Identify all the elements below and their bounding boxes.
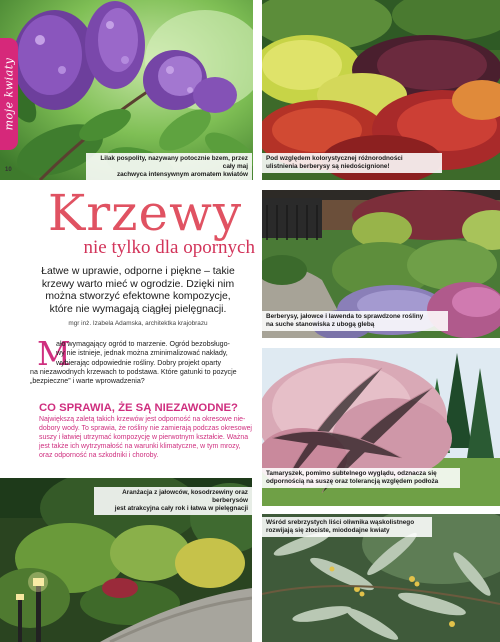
tamarisk-caption-line: Tamaryszek, pomimo subtelnego wyglądu, odznacza się <box>266 470 437 477</box>
oleaster-caption-line: Wśród srebrzystych liści oliwnika wąskolistnego <box>266 519 415 526</box>
lilac-caption <box>86 153 252 181</box>
lavender-caption-line: Berberysy, jałowce i lawenda to sprawdzone rośliny <box>266 313 424 320</box>
article-lead <box>16 266 260 316</box>
lavender-caption <box>262 311 448 331</box>
intro-line: „bezpieczne” i warte wprowadzenia? <box>30 377 145 386</box>
article-subtitle: nie tylko dla opornych <box>83 237 255 258</box>
intro-line: wybierając odpowiednie rośliny. Dobry projekt oparty <box>56 358 222 367</box>
drop-cap: M <box>37 334 71 373</box>
tamarisk-caption-line: odpornością na suszę oraz tolerancją względem podłoża <box>266 478 439 485</box>
lilac-caption-line: Lilak pospolity, nazywany potocznie bzem, przez cały maj <box>100 155 248 170</box>
lavender-caption-line: na suche stanowiska z ubogą glebą <box>266 321 375 328</box>
section-tab <box>0 38 18 150</box>
tamarisk-caption <box>262 468 460 488</box>
berberis-caption-line: ulistnienia berberysy są niedoścignione! <box>266 163 390 170</box>
body-line: jest także ich wytrzymałość na warunki klimatyczne, w tym mrozy, <box>39 442 241 450</box>
berberis-caption <box>262 153 442 173</box>
page-number: 10 <box>5 167 12 173</box>
juniper-caption <box>94 487 252 515</box>
body-line: dobory wody. To sprawia, że rośliny nie zamierają podczas okresowej <box>39 424 252 432</box>
juniper-caption-line: Aranżacja z jałowców, kosodrzewiny oraz berberysów <box>122 489 248 504</box>
lead-line: Łatwe w uprawie, odporne i piękne – takie <box>41 266 235 277</box>
section-heading: CO SPRAWIA, ŻE SĄ NIEZAWODNE? <box>39 402 238 414</box>
article-title: Krzewy <box>47 184 243 242</box>
intro-line: wy nie istnieje, jednak można zminimalizować nakłady, <box>56 349 228 358</box>
intro-line: na niezawodnych krzewach to podstawa. Które gatunki to pozycje <box>30 367 237 376</box>
oleaster-caption <box>262 517 432 537</box>
lead-line: krzewy warto mieć w ogrodzie. Dzięki nim <box>41 278 235 290</box>
body-line: oraz odporność na szkodniki i choroby. <box>39 451 159 459</box>
body-line: Największą zaletą takich krzewów jest odporność na okresowe nie- <box>39 416 246 423</box>
lilac-caption-line: zachwyca intensywnym aromatem kwiatów <box>116 171 248 178</box>
body-line: suszy i łatwiej utrzymać kompozycję w pierwotnym kształcie. Ważna <box>39 433 249 441</box>
article-author: mgr inż. Izabela Adamska, architektka krajobrazu <box>68 320 208 327</box>
lead-line: można stworzyć efektowne kompozycje, <box>45 291 231 303</box>
juniper-caption-line: jest atrakcyjna cały rok i łatwa w pielęgnacji <box>114 505 248 512</box>
intro-line: ało wymagający ogród to marzenie. Ogród bezobsługo- <box>56 340 230 348</box>
oleaster-caption-line: rozwijają się złociste, miododajne kwiaty <box>266 527 390 534</box>
intro-paragraph <box>30 340 258 386</box>
section-tab-label: moje kwiaty <box>2 57 16 131</box>
berberis-caption-line: Pod względem kolorystycznej różnorodności <box>266 155 403 162</box>
lead-line: które nie wymagają ciągłej pielęgnacji. <box>49 303 227 315</box>
section-body <box>39 416 261 461</box>
